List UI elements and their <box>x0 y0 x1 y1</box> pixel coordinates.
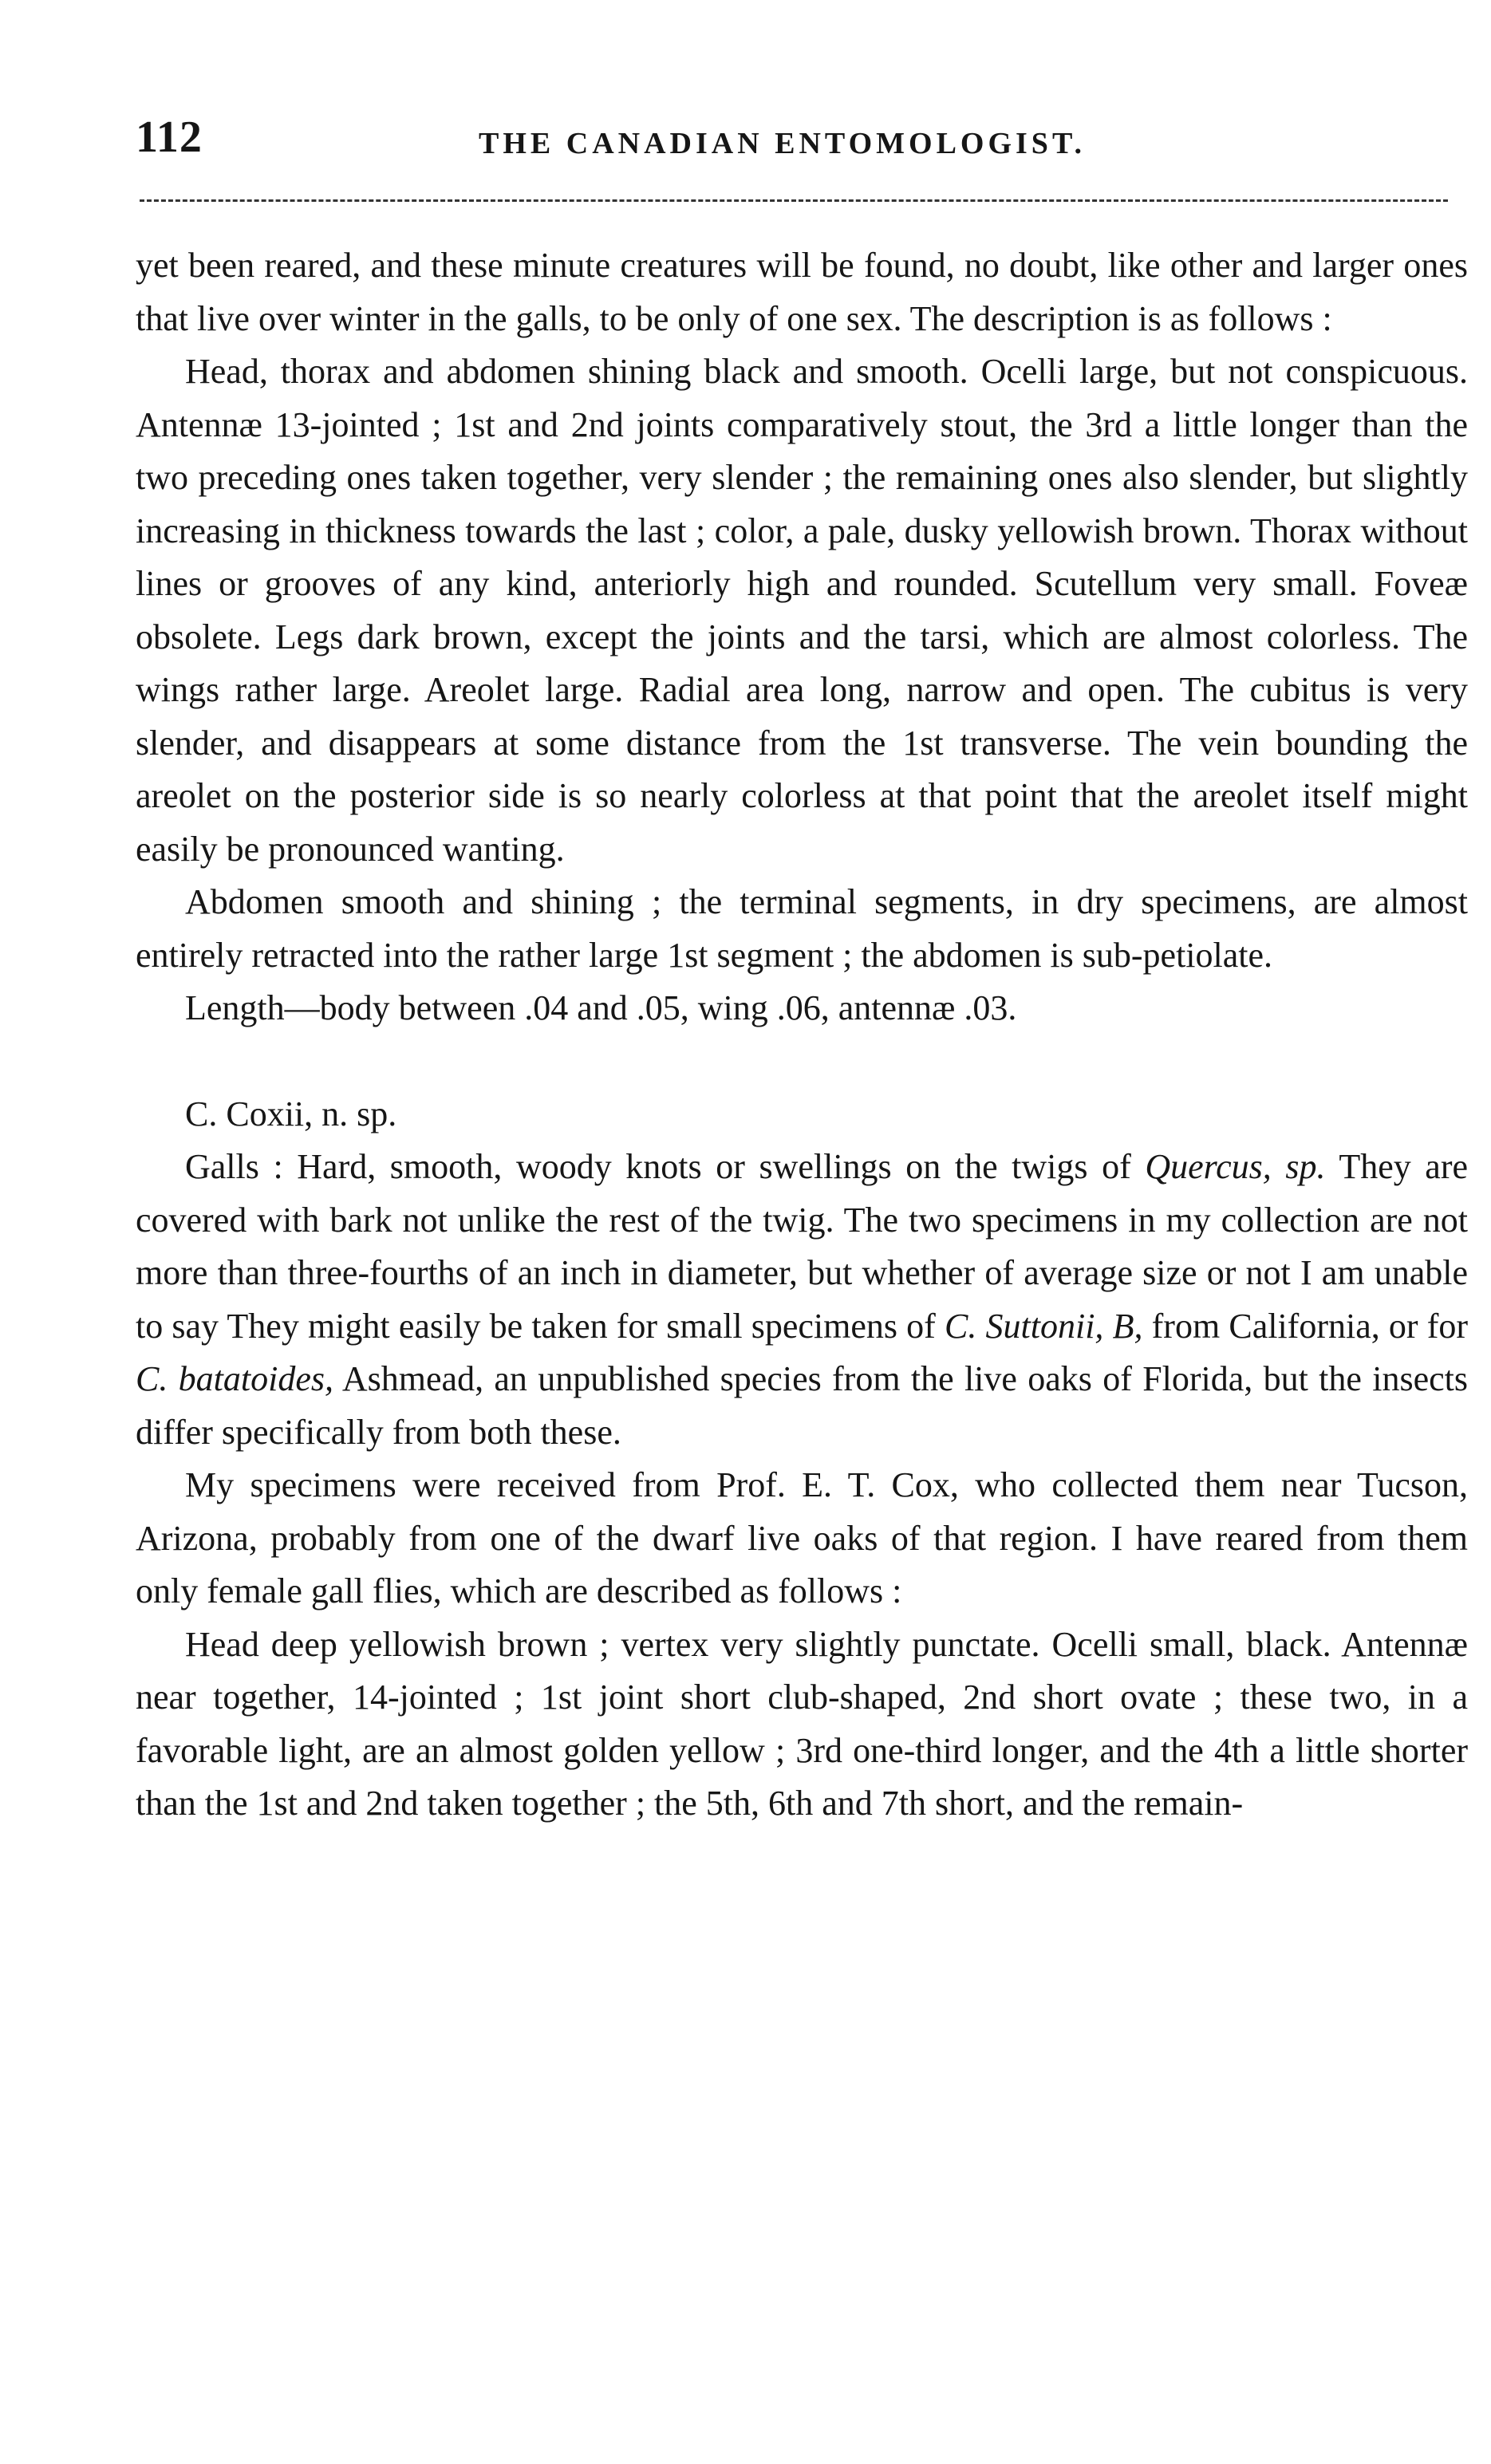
paragraph-head: Head deep yellowish brown ; vertex very slightly punctate. Ocelli small, black. Antennæ near together, 14-jointed ; 1st joint short club-shaped, 2nd short ovate ; these two, in a favorable light, are an almost golden yellow ; 3rd one-third longer, and the 4th a little shorter than the 1st and 2nd taken together ; the 5th, 6th and 7th short, and the remain- <box>136 1624 1468 1823</box>
page-header <box>136 112 1484 183</box>
galls-quercus: Quercus, sp. <box>1145 1147 1326 1186</box>
section-gap <box>136 1035 1468 1088</box>
galls-text-c: from California, or for <box>1151 1306 1469 1346</box>
paragraph-length: Length—body between .04 and .05, wing .06, antennæ .03. <box>185 988 1017 1027</box>
galls-suttonii: C. Suttonii, B, <box>945 1306 1143 1346</box>
paragraph-specimens: My specimens were received from Prof. E. T. Cox, who collected them near Tucson, Arizona, probably from one of the dwarf live oaks of that region. I have reared from them only female gall flies, which are described as follows : <box>136 1465 1468 1610</box>
galls-batatoides: C. batatoides, <box>136 1359 333 1398</box>
galls-text-a: Galls : Hard, smooth, woody knots or swellings on the twigs of <box>185 1147 1131 1186</box>
galls-text-b: They are covered with bark not unlike the rest of the twig. The two specimens in my collection are not more than three-fourths of an inch in diameter, but whether of average size or not I am unable to say They might easily be taken for small specimens of <box>136 1147 1469 1346</box>
body-text <box>136 239 1468 1831</box>
species-heading: C. Coxii, n. sp. <box>185 1094 397 1133</box>
paragraph-galls <box>136 1141 1468 1459</box>
header-rule <box>140 199 1448 202</box>
galls-text-d: Ashmead, an unpublished species from the live oaks of Florida, but the insects differ specifically from both these. <box>136 1359 1468 1452</box>
paragraph-abdomen: Abdomen smooth and shining ; the terminal segments, in dry specimens, are almost entirely retracted into the rather large 1st segment ; the abdomen is sub-petiolate. <box>136 882 1468 975</box>
paragraph-continuation: yet been reared, and these minute creatures will be found, no doubt, like other and larger ones that live over winter in the galls, to be only of one sex. The description is as follows : <box>136 246 1468 338</box>
page-number: 112 <box>136 112 203 162</box>
running-head: THE CANADIAN ENTOMOLOGIST. <box>479 127 1086 160</box>
paragraph-description: Head, thorax and abdomen shining black and smooth. Ocelli large, but not conspicuous. Antennæ 13-jointed ; 1st and 2nd joints comparatively stout, the 3rd a little longer than the two preceding ones taken together, very slender ; the remaining ones also slender, but slightly increasing in thickness towards the last ; color, a pale, dusky yellowish brown. Thorax without lines or grooves of any kind, anteriorly high and rounded. Scutellum very small. Foveæ obsolete. Legs dark brown, except the joints and the tarsi, which are almost colorless. The wings rather large. Areolet large. Radial area long, narrow and open. The cubitus is very slender, and disappears at some distance from the 1st transverse. The vein bounding the areolet on the posterior side is so nearly colorless at that point that the areolet itself might easily be pronounced wanting. <box>136 352 1468 869</box>
